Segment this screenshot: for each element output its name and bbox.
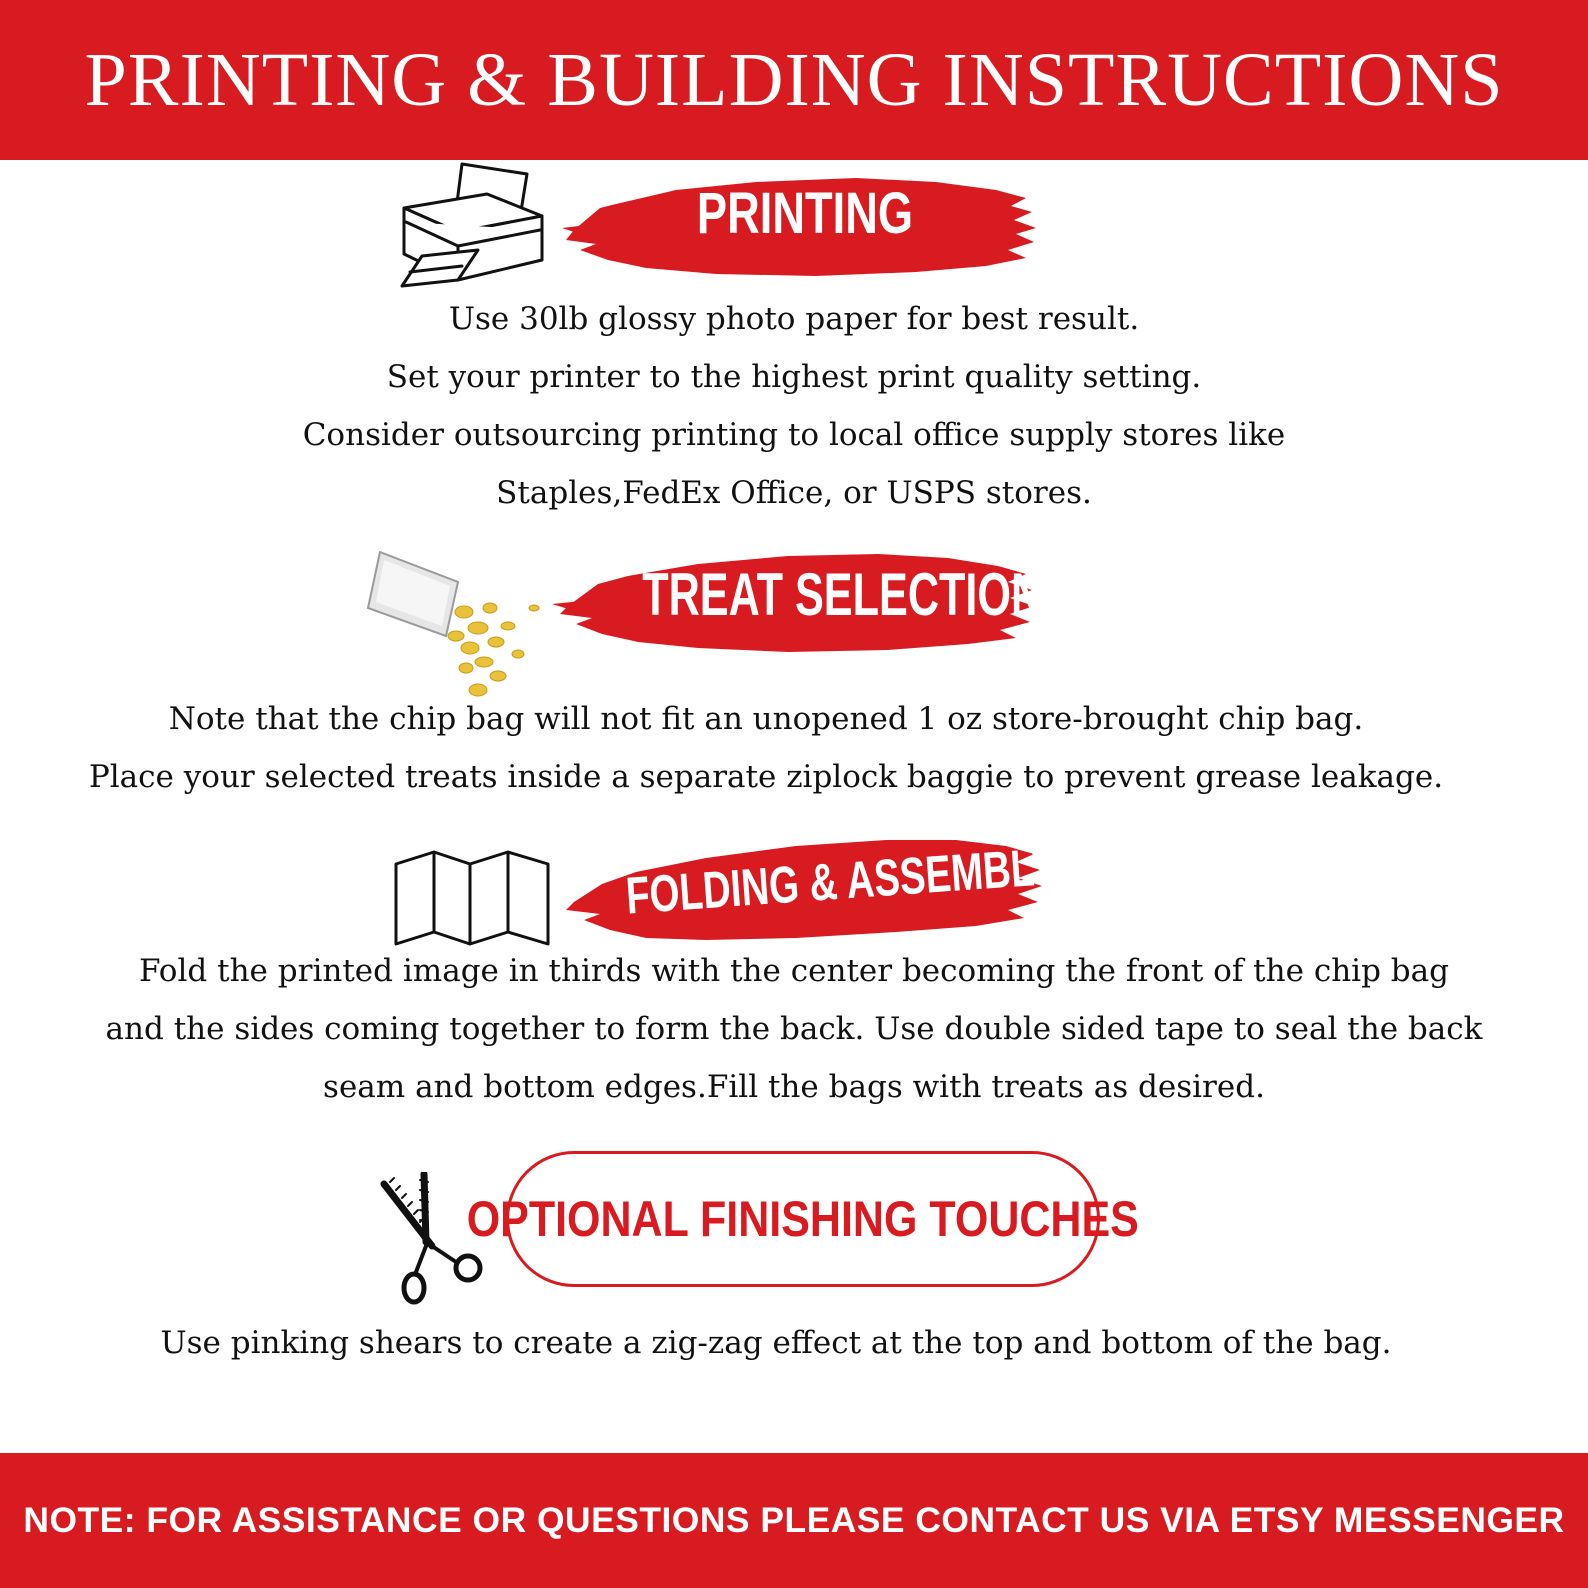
folding-line: and the sides coming together to form the back. Use double sided tape to seal the back bbox=[105, 1011, 1483, 1047]
folding-line: Fold the printed image in thirds with the center becoming the front of the chip bag bbox=[138, 953, 1450, 989]
folding-heading: FOLDING & ASSEMBLY bbox=[624, 837, 1059, 926]
footer-banner bbox=[0, 1453, 1588, 1588]
printer-icon bbox=[392, 158, 552, 292]
finishing-heading-pill bbox=[466, 1151, 1140, 1287]
folding-line: seam and bottom edges.Fill the bags with treats as desired. bbox=[323, 1069, 1265, 1105]
printing-line: Set your printer to the highest print quality setting. bbox=[386, 359, 1202, 395]
printing-instructions bbox=[0, 290, 1588, 522]
header-banner bbox=[0, 0, 1588, 160]
folded-paper-icon bbox=[392, 850, 554, 948]
treat-instructions bbox=[0, 690, 1560, 806]
page-title: PRINTING & BUILDING INSTRUCTIONS bbox=[84, 37, 1504, 122]
printing-heading: PRINTING bbox=[696, 181, 914, 246]
printing-line: Staples,FedEx Office, or USPS stores. bbox=[496, 475, 1092, 511]
footer-note: NOTE: FOR ASSISTANCE OR QUESTIONS PLEASE CONTACT US VIA ETSY MESSENGER bbox=[23, 1500, 1565, 1540]
printing-line: Use 30lb glossy photo paper for best result. bbox=[448, 301, 1140, 337]
finishing-instructions bbox=[0, 1314, 1570, 1372]
finishing-heading: OPTIONAL FINISHING TOUCHES bbox=[466, 1191, 1140, 1247]
treat-line: Note that the chip bag will not fit an unopened 1 oz store-brought chip bag. bbox=[168, 701, 1364, 737]
chip-bag-icon bbox=[358, 538, 558, 702]
printing-line: Consider outsourcing printing to local office supply stores like bbox=[302, 417, 1286, 453]
finishing-line: Use pinking shears to create a zig-zag effect at the top and bottom of the bag. bbox=[160, 1325, 1392, 1361]
folding-instructions bbox=[0, 942, 1588, 1116]
treat-heading: TREAT SELECTION bbox=[642, 561, 1043, 628]
treat-line: Place your selected treats inside a separate ziplock baggie to prevent grease leakage. bbox=[88, 759, 1444, 795]
